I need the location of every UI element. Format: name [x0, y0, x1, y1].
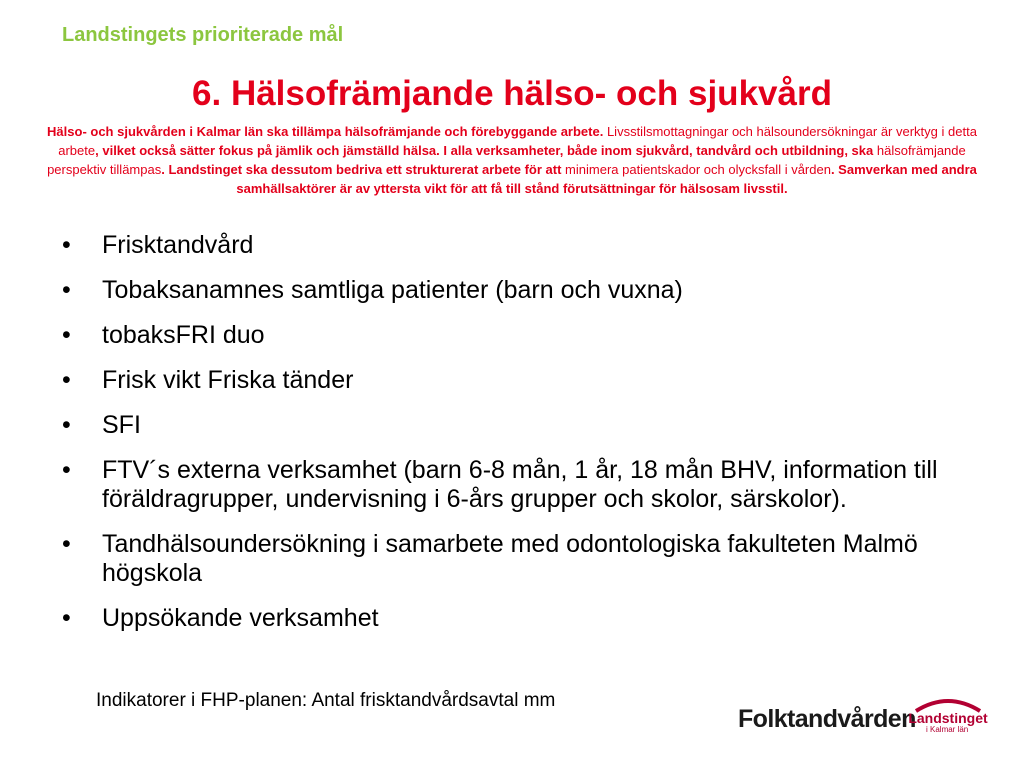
list-item [58, 411, 978, 440]
intro-segment: . Samverkan med andra samhällsaktörer är av yttersta vikt för att få till stånd förutsättningar för hälsosam livsstil. [236, 162, 977, 196]
list-item-text: Tobaksanamnes samtliga patienter (barn och vuxna) [102, 276, 683, 304]
list-item [58, 321, 978, 350]
bullet-list [58, 231, 978, 649]
bullet-marker: • [62, 231, 71, 259]
landstinget-logo-subtext: i Kalmar län [926, 725, 969, 734]
bullet-marker: • [62, 456, 71, 484]
indicator-note: Indikatorer i FHP-planen: Antal frisktandvårdsavtal mm [96, 690, 556, 711]
intro-segment: minimera patientskador och olycksfall i vården [561, 162, 831, 177]
intro-segment: hälsofrämjande perspektiv tillämpas [47, 143, 966, 177]
intro-segment: Livsstilsmottagningar och hälsoundersökningar är verktyg i detta arbete [58, 124, 977, 158]
list-item [58, 231, 978, 260]
landstinget-logo-mark [908, 697, 988, 727]
list-item-text: tobaksFRI duo [102, 321, 265, 349]
intro-segment: Hälso- och sjukvården i Kalmar län ska tillämpa hälsofrämjande och förebyggande arbete. [47, 124, 604, 139]
list-item [58, 456, 978, 514]
list-item [58, 604, 978, 633]
bullet-marker: • [62, 366, 71, 394]
list-item-text: FTV´s externa verksamhet (barn 6-8 mån, 1 år, 18 mån BHV, information till föräldragrupper, undervisning i 6-års grupper och skolor, särskolor). [102, 456, 938, 513]
landstinget-logo-text: Landstinget [908, 710, 988, 726]
bullet-marker: • [62, 411, 71, 439]
list-item-text: Tandhälsoundersökning i samarbete med odontologiska fakulteten Malmö högskola [102, 530, 918, 587]
list-item [58, 276, 978, 305]
list-item [58, 366, 978, 395]
bullet-marker: • [62, 321, 71, 349]
slide-title: 6. Hälsofrämjande hälso- och sjukvård [192, 74, 832, 113]
list-item-text: Frisk vikt Friska tänder [102, 366, 354, 394]
list-item-text: SFI [102, 411, 141, 439]
list-item-text: Uppsökande verksamhet [102, 604, 379, 632]
list-item-text: Frisktandvård [102, 231, 254, 259]
landstinget-logo [908, 697, 988, 737]
section-header: Landstingets prioriterade mål [62, 24, 344, 46]
bullet-marker: • [62, 276, 71, 304]
intro-segment: , vilket också sätter fokus på jämlik och jämställd hälsa. I alla verksamheter, både inom sjukvård, tandvård och utbildning, ska [95, 143, 874, 158]
intro-paragraph [40, 122, 984, 198]
folktandvarden-logo: Folktandvården [738, 705, 916, 733]
list-item [58, 530, 978, 588]
bullet-marker: • [62, 530, 71, 558]
bullet-marker: • [62, 604, 71, 632]
intro-segment: . Landstinget ska dessutom bedriva ett strukturerat arbete för att [161, 162, 562, 177]
